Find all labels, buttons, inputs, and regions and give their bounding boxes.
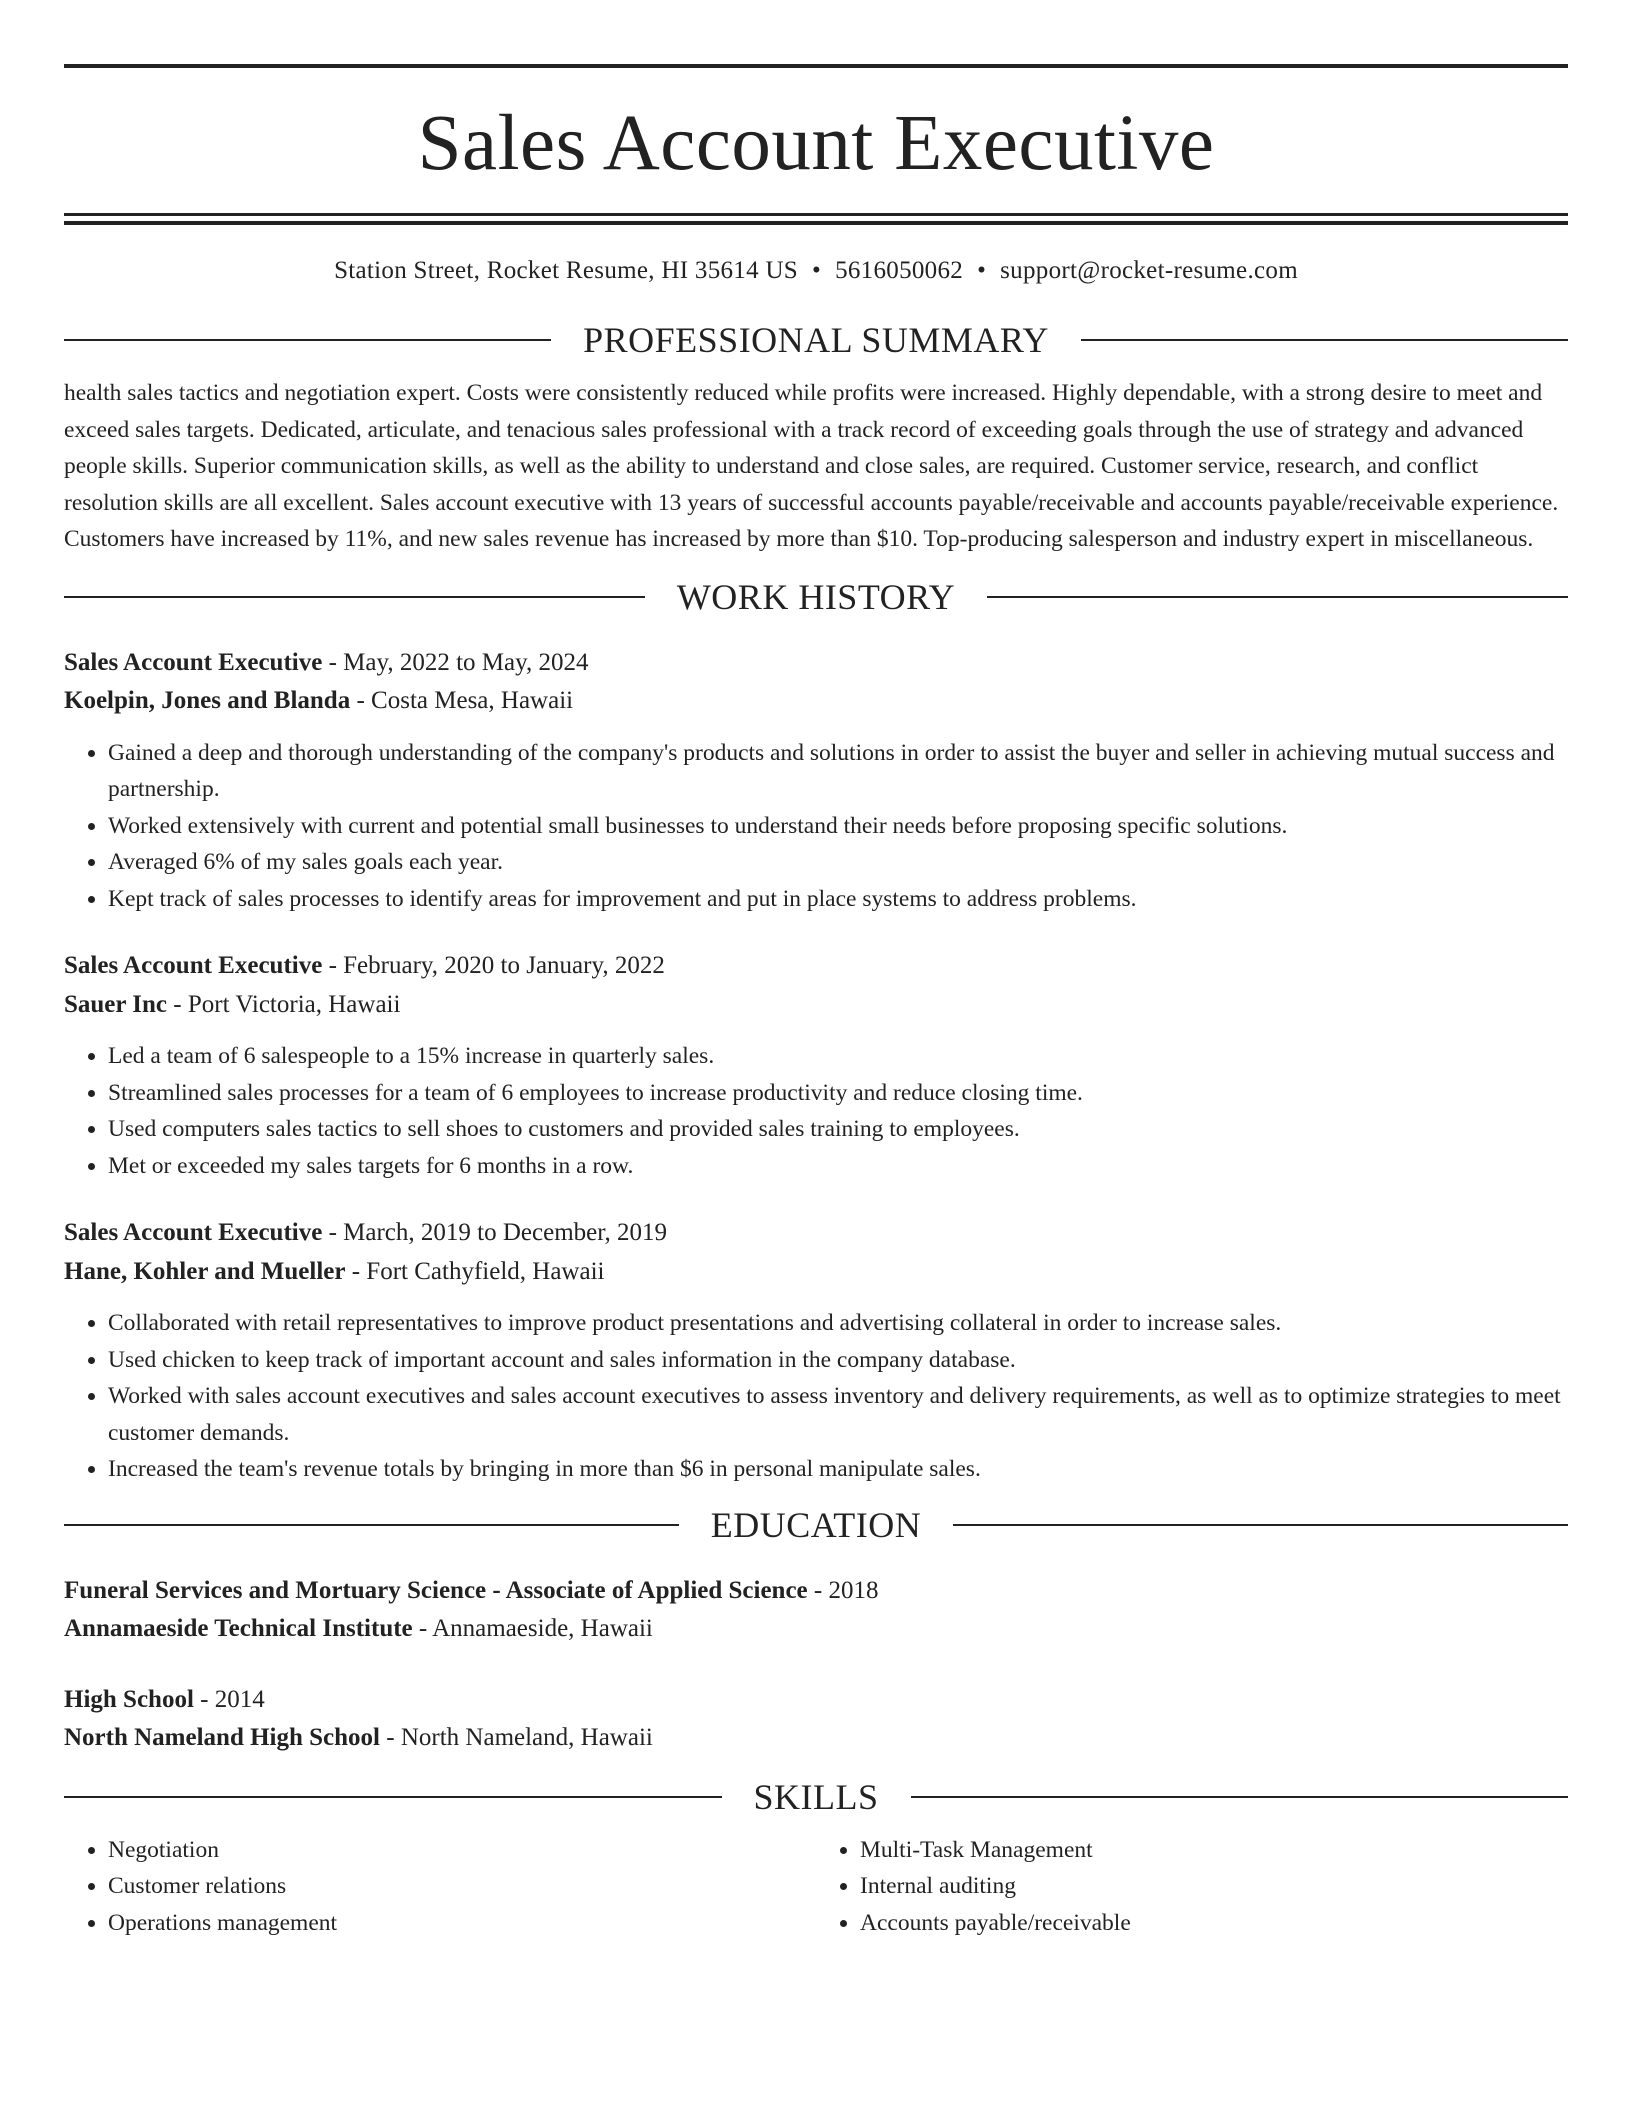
- job-title-line: [64, 947, 1568, 986]
- education-school: Annamaeside Technical Institute: [64, 1615, 413, 1642]
- job-bullet: • Streamlined sales processes for a team of 6 employees to increase productivity and reduce closing time.: [108, 1075, 1568, 1112]
- job-title: Sales Account Executive: [64, 952, 323, 979]
- education-school: North Nameland High School: [64, 1724, 381, 1751]
- education-year: - 2014: [193, 1685, 265, 1713]
- job-dates: - March, 2019 to December, 2019: [322, 1219, 668, 1246]
- education-section-heading: [64, 1504, 1568, 1546]
- skills-section-heading: [64, 1776, 1568, 1818]
- contact-email: support@rocket-resume.com: [1000, 257, 1298, 284]
- job-title-line: [64, 1214, 1568, 1253]
- education-entry: [64, 1572, 1568, 1649]
- heading-rule-left: [64, 1524, 679, 1526]
- work-section-heading: [64, 576, 1568, 618]
- contact-address: Station Street, Rocket Resume, HI 35614 US: [334, 257, 799, 284]
- education-location: - North Nameland, Hawaii: [380, 1724, 653, 1751]
- job-title-line: [64, 644, 1568, 683]
- heading-rule-right: [911, 1796, 1569, 1798]
- education-school-line: [64, 1610, 1568, 1649]
- education-degree-line: [64, 1681, 1568, 1720]
- skill-item: • Internal auditing: [860, 1868, 1568, 1905]
- job-bullet: • Kept track of sales processes to identify areas for improvement and put in place systems to address problems.: [108, 881, 1568, 918]
- education-degree: Funeral Services and Mortuary Science - Associate of Applied Science: [64, 1576, 808, 1604]
- skills-column-left: [64, 1832, 816, 1942]
- job-entry: [64, 644, 1568, 918]
- job-bullet: • Led a team of 6 salespeople to a 15% increase in quarterly sales.: [108, 1038, 1568, 1075]
- job-company-line: [64, 1253, 1568, 1292]
- job-company: Sauer Inc: [64, 990, 168, 1018]
- job-company-line: [64, 682, 1568, 721]
- heading-rule-right: [1081, 339, 1568, 341]
- education-entry: [64, 1681, 1568, 1758]
- job-title: Sales Account Executive: [64, 648, 323, 676]
- job-bullets: [64, 1305, 1568, 1488]
- skills-heading-text: SKILLS: [753, 1776, 879, 1817]
- contact-phone: 5616050062: [835, 257, 964, 284]
- job-company: Koelpin, Jones and Blanda: [64, 687, 351, 714]
- job-bullet: • Worked with sales account executives and sales account executives to assess inventory and delivery requirements, as well as to optimize strategies to meet customer demands.: [108, 1378, 1568, 1451]
- skill-item: • Customer relations: [108, 1868, 816, 1905]
- skills-grid: [64, 1832, 1568, 1942]
- resume-name: Sales Account Executive: [417, 100, 1215, 187]
- heading-rule-right: [987, 596, 1568, 598]
- education-location: - Annamaeside, Hawaii: [412, 1615, 653, 1642]
- job-bullets: [64, 1038, 1568, 1184]
- job-bullet: • Used chicken to keep track of important account and sales information in the company database.: [108, 1342, 1568, 1379]
- contact-separator: •: [812, 257, 822, 284]
- education-year: - 2018: [807, 1576, 879, 1604]
- job-location: - Costa Mesa, Hawaii: [350, 687, 574, 714]
- heading-rule-left: [64, 1796, 722, 1798]
- skill-item: • Operations management: [108, 1905, 816, 1942]
- job-location: - Fort Cathyfield, Hawaii: [345, 1257, 605, 1285]
- job-bullet: • Met or exceeded my sales targets for 6 months in a row.: [108, 1148, 1568, 1185]
- job-dates: - February, 2020 to January, 2022: [322, 952, 665, 979]
- job-bullets: [64, 735, 1568, 918]
- skill-item: • Negotiation: [108, 1832, 816, 1869]
- education-degree-line: [64, 1572, 1568, 1611]
- contact-line: [64, 257, 1568, 285]
- job-bullet: • Collaborated with retail representatives to improve product presentations and advertising collateral in order to increase sales.: [108, 1305, 1568, 1342]
- summary-text: health sales tactics and negotiation expert. Costs were consistently reduced while profits were increased. Highly dependable, with a strong desire to meet and exceed sales targets. Dedicated, articulate, and tenacious sales professional with a track record of exceeding goals through the use of strategy and advanced people skills. Superior communication skills, as well as the ability to understand and close sales, are required. Customer service, research, and conflict resolution skills are all excellent. Sales account executive with 13 years of successful accounts payable/receivable and accounts payable/receivable experience. Customers have increased by 11%, and new sales revenue has increased by more than $10. Top-producing salesperson and industry expert in miscellaneous.: [64, 380, 1559, 552]
- job-company-line: [64, 986, 1568, 1025]
- skill-item: • Accounts payable/receivable: [860, 1905, 1568, 1942]
- job-bullet: • Gained a deep and thorough understanding of the company's products and solutions in order to assist the buyer and seller in achieving mutual success and partnership.: [108, 735, 1568, 808]
- education-school-line: [64, 1719, 1568, 1758]
- job-bullet: • Increased the team's revenue totals by bringing in more than $6 in personal manipulate sales.: [108, 1451, 1568, 1488]
- job-company: Hane, Kohler and Mueller: [64, 1257, 346, 1285]
- job-location: - Port Victoria, Hawaii: [167, 990, 401, 1018]
- job-bullet: • Worked extensively with current and potential small businesses to understand their needs before proposing specific solutions.: [108, 808, 1568, 845]
- job-entry: [64, 947, 1568, 1184]
- job-title: Sales Account Executive: [64, 1219, 323, 1246]
- education-degree: High School: [64, 1685, 194, 1713]
- heading-rule-left: [64, 596, 645, 598]
- contact-separator: •: [977, 257, 987, 284]
- work-heading-text: WORK HISTORY: [676, 576, 956, 617]
- skill-item: • Multi-Task Management: [860, 1832, 1568, 1869]
- job-bullet: • Averaged 6% of my sales goals each year.: [108, 844, 1568, 881]
- job-bullet: • Used computers sales tactics to sell shoes to customers and provided sales training to employees.: [108, 1111, 1568, 1148]
- heading-rule-left: [64, 339, 551, 341]
- job-dates: - May, 2022 to May, 2024: [322, 648, 589, 676]
- resume-page: [64, 64, 1568, 1941]
- header-double-rule: [64, 213, 1568, 225]
- summary-section-heading: [64, 319, 1568, 361]
- job-entry: [64, 1214, 1568, 1488]
- skills-column-right: [816, 1832, 1568, 1942]
- top-rule: [64, 64, 1568, 68]
- summary-heading-text: PROFESSIONAL SUMMARY: [583, 320, 1049, 360]
- heading-rule-right: [953, 1524, 1568, 1526]
- education-heading-text: EDUCATION: [710, 1504, 922, 1545]
